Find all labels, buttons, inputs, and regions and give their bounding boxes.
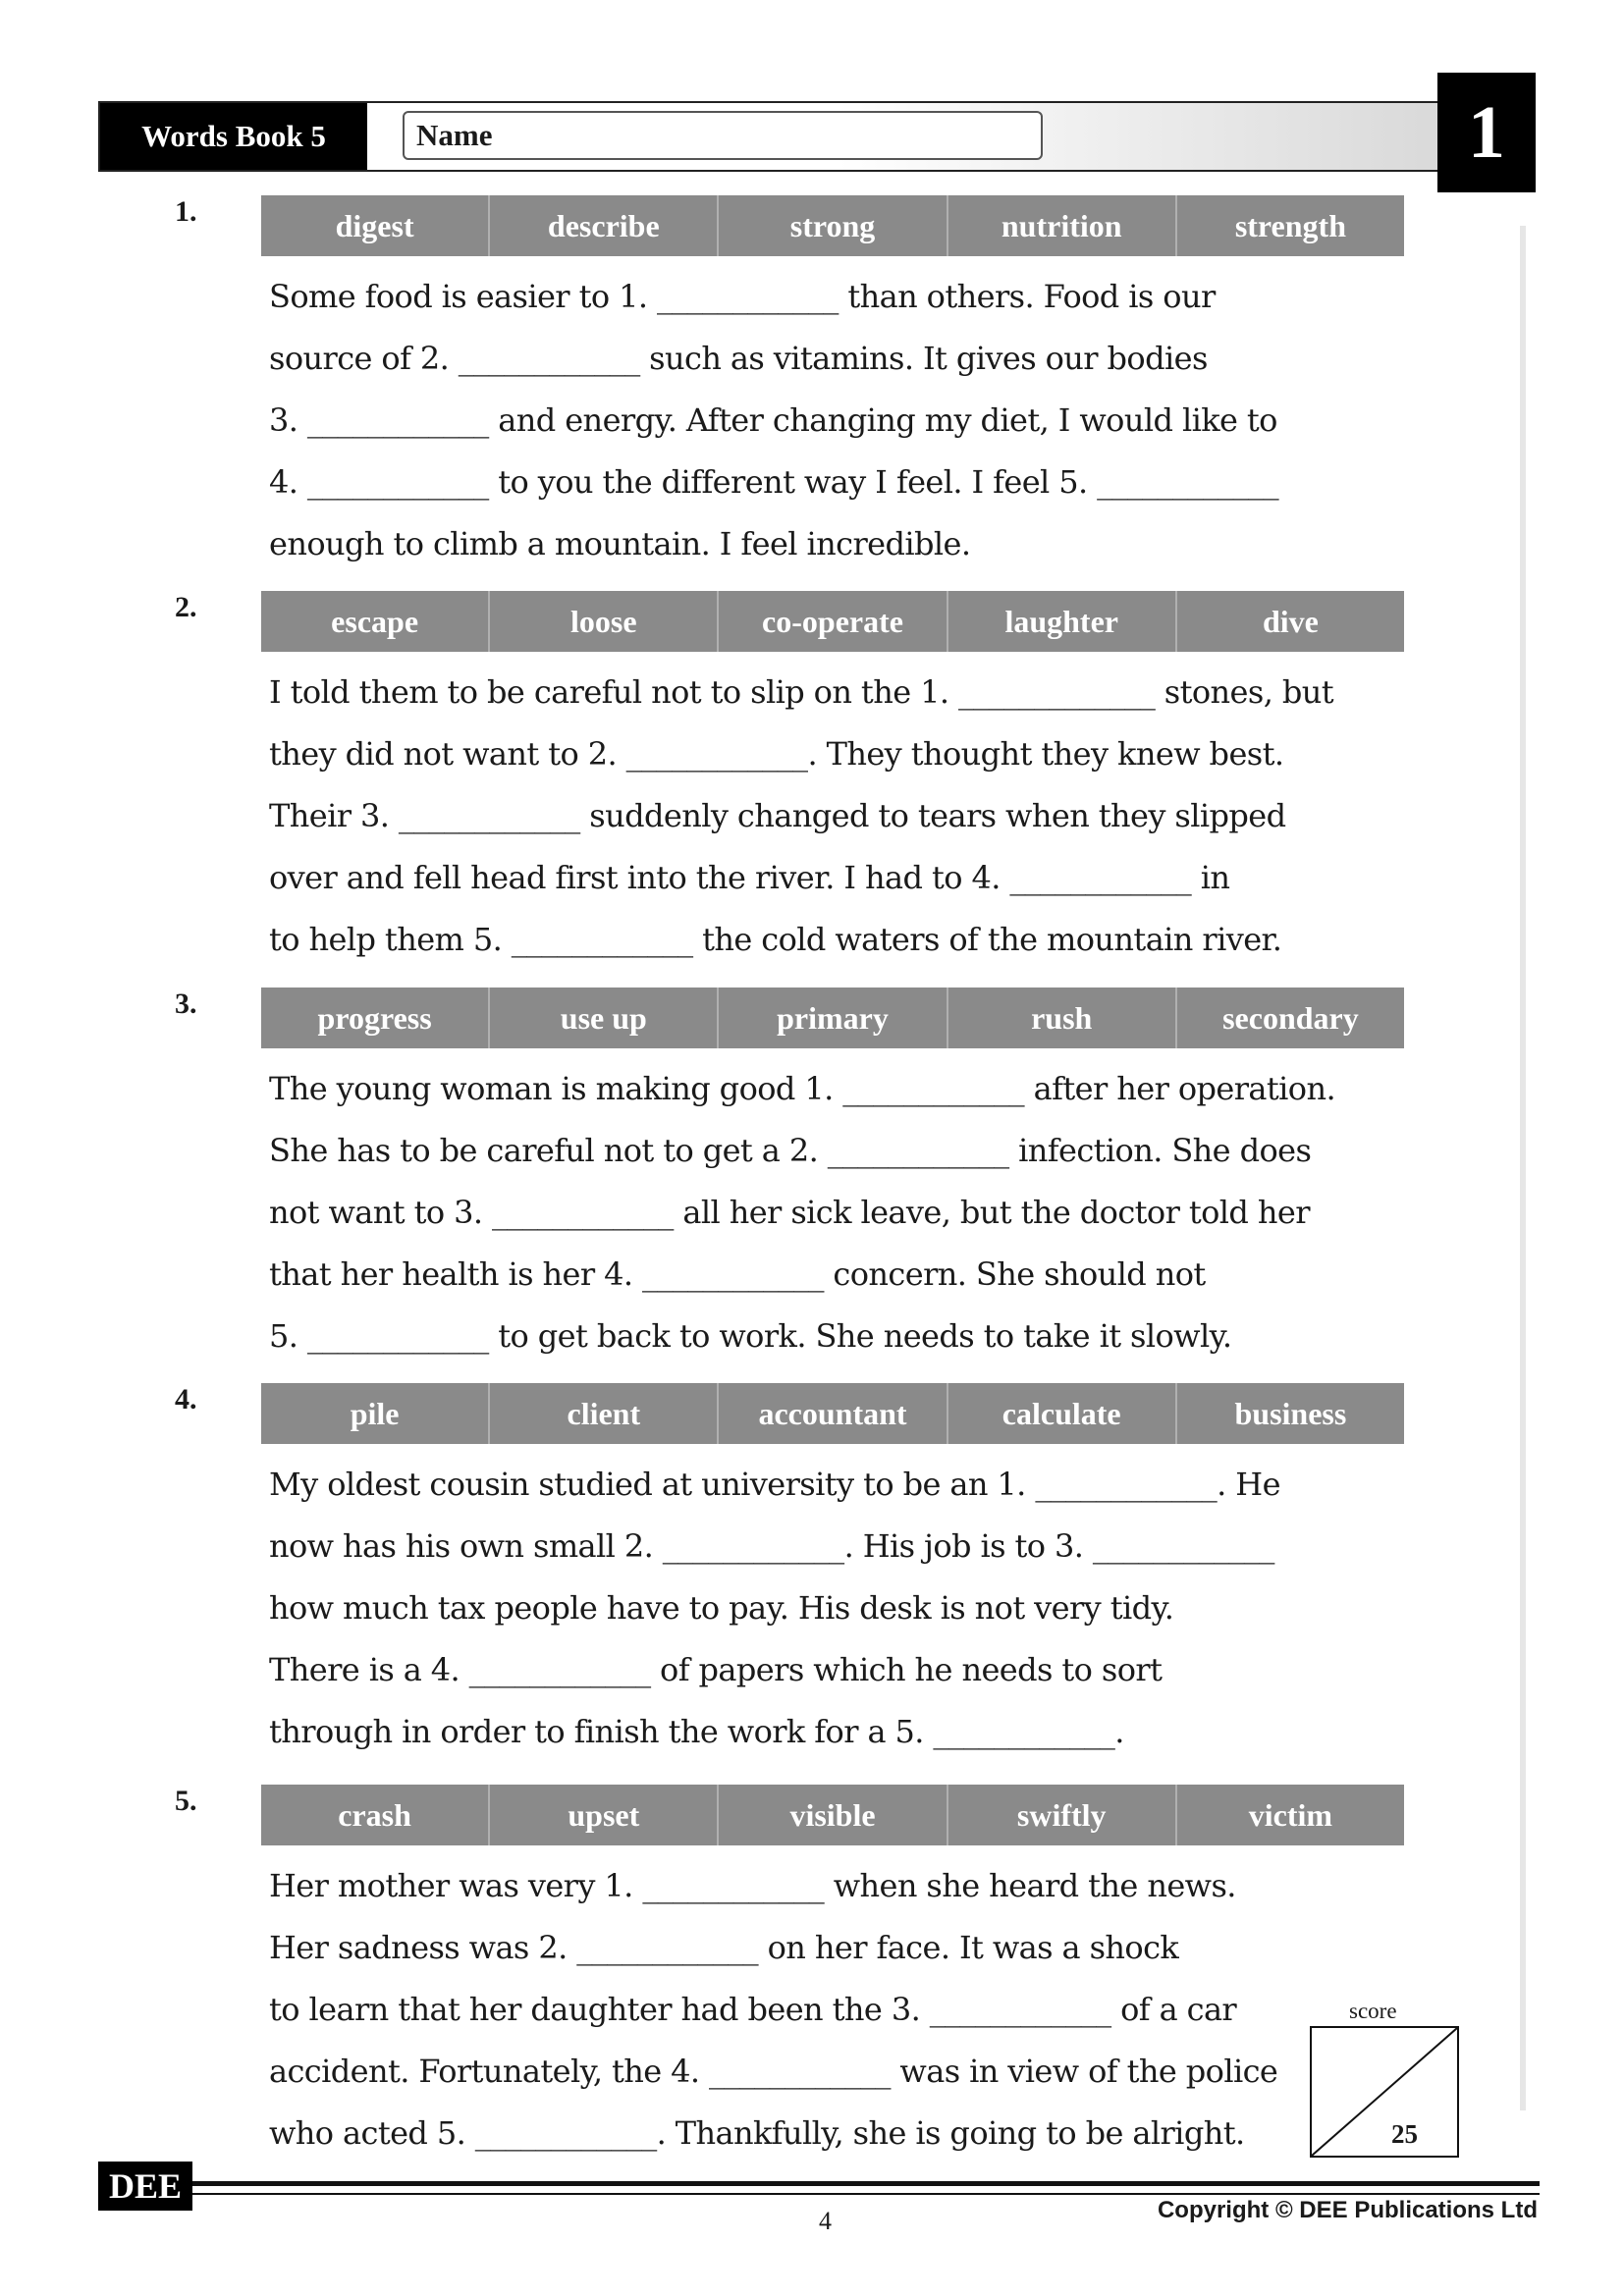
word-bank-item: secondary (1175, 988, 1404, 1048)
word-bank-item: calculate (947, 1383, 1175, 1444)
book-title: Words Book 5 (100, 103, 367, 170)
passage-line: Their 3. ____________ suddenly changed to tears when they slipped (269, 797, 1286, 834)
passage (269, 662, 1339, 971)
word-bank-item: co-operate (717, 591, 946, 652)
passage-line: enough to climb a mountain. I feel incredible. (269, 525, 971, 562)
exercise-number: 3. (175, 988, 197, 1020)
word-bank-item: business (1175, 1383, 1404, 1444)
passage-line: accident. Fortunately, the 4. ____________ was in view of the police (269, 2053, 1278, 2090)
passage-line: that her health is her 4. ____________ concern. She should not (269, 1255, 1206, 1293)
word-bank-item: upset (488, 1785, 717, 1845)
exercise-number: 5. (175, 1785, 197, 1817)
passage-line: Some food is easier to 1. ____________ than others. Food is our (269, 278, 1216, 315)
worksheet-number-badge: 1 (1437, 73, 1536, 192)
passage-line: they did not want to 2. ____________. They thought they knew best. (269, 735, 1284, 773)
passage-line: She has to be careful not to get a 2. ____________ infection. She does (269, 1132, 1312, 1169)
passage (269, 1855, 1339, 2164)
word-bank-item: loose (488, 591, 717, 652)
copyright-notice: Copyright © DEE Publications Ltd (1157, 2197, 1538, 2223)
page-number: 4 (819, 2207, 832, 2235)
exercise-number: 2. (175, 591, 197, 623)
word-bank (261, 988, 1404, 1048)
passage-line: who acted 5. ____________. Thankfully, she is going to be alright. (269, 2114, 1245, 2152)
exercise-number: 4. (175, 1383, 197, 1415)
word-bank-item: laughter (947, 591, 1175, 652)
score-divider (1312, 2028, 1457, 2156)
passage-line: Her mother was very 1. ____________ when she heard the news. (269, 1867, 1236, 1904)
word-bank (261, 1785, 1404, 1845)
score-label: score (1349, 1999, 1397, 2023)
word-bank-item: strength (1175, 195, 1404, 256)
passage-line: 3. ____________ and energy. After changing my diet, I would like to (269, 401, 1277, 439)
word-bank-item: dive (1175, 591, 1404, 652)
passage-line: over and fell head first into the river. I had to 4. ____________ in (269, 859, 1230, 896)
word-bank-item: nutrition (947, 195, 1175, 256)
header-bar (98, 101, 1443, 172)
word-bank-item: digest (335, 207, 414, 243)
passage-line: I told them to be careful not to slip on the 1. _____________ stones, but (269, 673, 1333, 711)
word-bank-item: client (488, 1383, 717, 1444)
word-bank-item: accountant (717, 1383, 946, 1444)
passage-line: source of 2. ____________ such as vitamins. It gives our bodies (269, 340, 1208, 377)
word-bank-item: strong (717, 195, 946, 256)
side-rule (1520, 226, 1526, 2110)
word-bank-item: rush (947, 988, 1175, 1048)
name-label: Name (416, 118, 493, 152)
word-bank-item: pile (350, 1395, 400, 1431)
passage-line: through in order to finish the work for a 5. ____________. (269, 1713, 1124, 1750)
score-box[interactable] (1310, 2026, 1459, 2158)
word-bank-item: victim (1175, 1785, 1404, 1845)
word-bank-item: swiftly (947, 1785, 1175, 1845)
passage (269, 266, 1339, 575)
word-bank-item: escape (331, 603, 419, 639)
passage-line: The young woman is making good 1. ____________ after her operation. (269, 1070, 1336, 1107)
passage (269, 1058, 1339, 1367)
name-field[interactable] (403, 111, 1043, 160)
passage-line: 4. ____________ to you the different way I feel. I feel 5. ____________ (269, 463, 1278, 501)
passage-line: 5. ____________ to get back to work. She needs to take it slowly. (269, 1317, 1232, 1355)
publisher-logo: DEE (98, 2162, 192, 2211)
exercise-number: 1. (175, 195, 197, 228)
passage-line: how much tax people have to pay. His desk is not very tidy. (269, 1589, 1174, 1627)
word-bank-item: primary (717, 988, 946, 1048)
passage (269, 1454, 1339, 1763)
word-bank-item: describe (488, 195, 717, 256)
word-bank (261, 591, 1404, 652)
passage-line: My oldest cousin studied at university to be an 1. ____________. He (269, 1466, 1280, 1503)
passage-line: to help them 5. ____________ the cold waters of the mountain river. (269, 921, 1282, 958)
word-bank (261, 195, 1404, 256)
passage-line: not want to 3. ____________ all her sick leave, but the doctor told her (269, 1194, 1310, 1231)
passage-line: now has his own small 2. ____________. His job is to 3. ____________ (269, 1527, 1274, 1565)
word-bank (261, 1383, 1404, 1444)
word-bank-item: crash (338, 1796, 411, 1833)
word-bank-item: visible (717, 1785, 946, 1845)
footer-rule (192, 2193, 1540, 2195)
word-bank-item: progress (317, 999, 432, 1036)
passage-line: Her sadness was 2. ____________ on her face. It was a shock (269, 1929, 1179, 1966)
score-total: 25 (1391, 2119, 1418, 2149)
passage-line: to learn that her daughter had been the 3. ____________ of a car (269, 1991, 1237, 2028)
footer-rule (192, 2181, 1540, 2186)
word-bank-item: use up (488, 988, 717, 1048)
passage-line: There is a 4. ____________ of papers which he needs to sort (269, 1651, 1163, 1688)
